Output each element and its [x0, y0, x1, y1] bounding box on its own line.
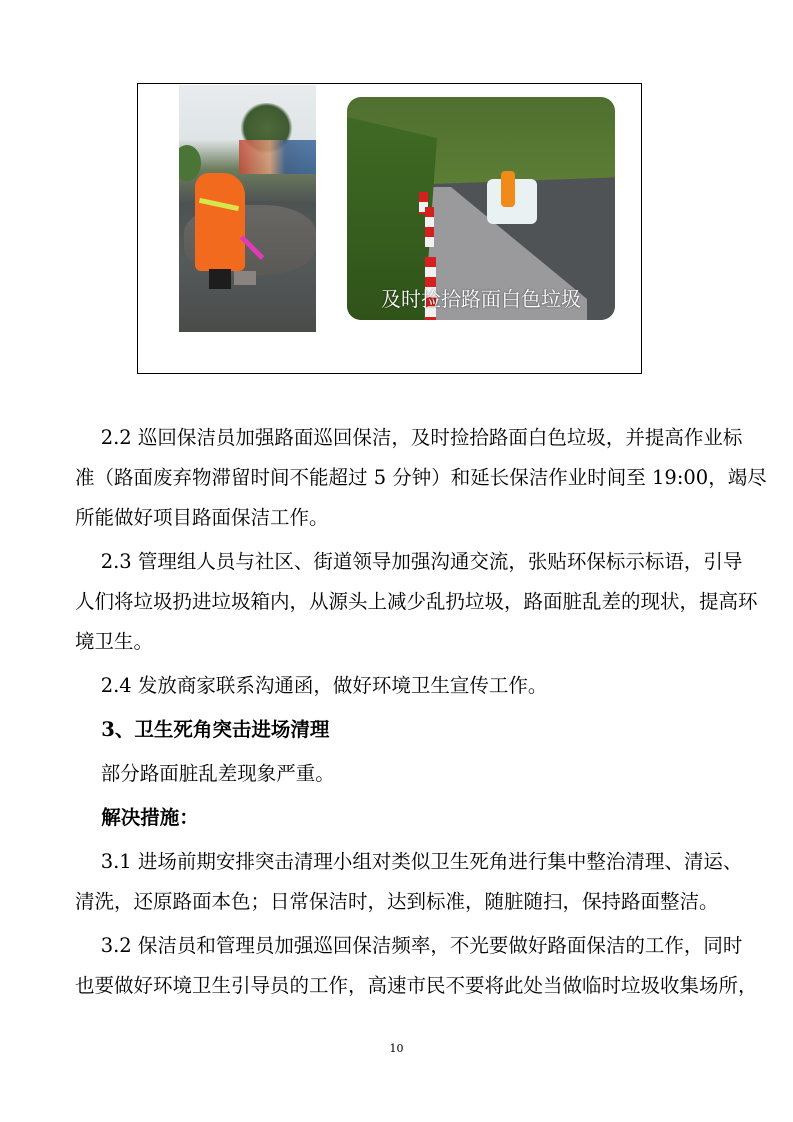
tree-shape	[179, 145, 201, 181]
paragraph-2-2-line-1: 2.2 巡回保洁员加强路面巡回保洁，及时捡拾路面白色垃圾，并提高作业标	[75, 426, 743, 449]
worker-legs-shape	[209, 269, 231, 289]
paragraph-2-4: 2.4 发放商家联系沟通函，做好环境卫生宣传工作。	[75, 674, 548, 697]
paragraph-2-3-line-3: 境卫生。	[75, 630, 154, 653]
section-heading-3: 3、卫生死角突击进场清理	[75, 718, 330, 741]
photo-worker-sweeping	[179, 85, 316, 332]
solution-heading: 解决措施：	[75, 806, 199, 829]
page-number: 10	[389, 1042, 404, 1055]
worker-raincoat-shape	[195, 173, 245, 271]
tricycle-shape	[487, 179, 537, 224]
photo-caption: 及时捡拾路面白色垃圾	[381, 287, 581, 311]
rider-shape	[501, 171, 515, 207]
paragraph-2-2-line-3: 所能做好项目路面保洁工作。	[75, 506, 329, 529]
paragraph-3-2-line-2: 也要做好环境卫生引导员的工作，高速市民不要将此处当做临时垃圾收集场所，	[75, 974, 758, 997]
paragraph-2-3-line-2: 人们将垃圾扔进垃圾箱内，从源头上减少乱扔垃圾，路面脏乱差的现状，提高环	[75, 590, 758, 613]
dustpan-shape	[234, 271, 256, 285]
paragraph-2-3-line-1: 2.3 管理组人员与社区、街道领导加强沟通交流，张贴环保标示标语，引导	[75, 550, 743, 573]
photo-cleaning-tricycle	[347, 97, 615, 320]
paragraph-3-1-line-1: 3.1 进场前期安排突击清理小组对类似卫生死角进行集中整治清理、清运、	[75, 850, 743, 873]
storefronts-shape	[239, 140, 316, 174]
paragraph-2-2-line-2: 准（路面废弃物滞留时间不能超过 5 分钟）和延长保洁作业时间至 19:00，竭尽	[75, 466, 767, 489]
section-3-intro: 部分路面脏乱差现象严重。	[75, 762, 335, 785]
paragraph-3-1-line-2: 清洗，还原路面本色；日常保洁时，达到标准，随脏随扫，保持路面整洁。	[75, 890, 719, 913]
paragraph-3-2-line-1: 3.2 保洁员和管理员加强巡回保洁频率，不光要做好路面保洁的工作，同时	[75, 934, 743, 957]
bollard-shape	[425, 207, 434, 247]
